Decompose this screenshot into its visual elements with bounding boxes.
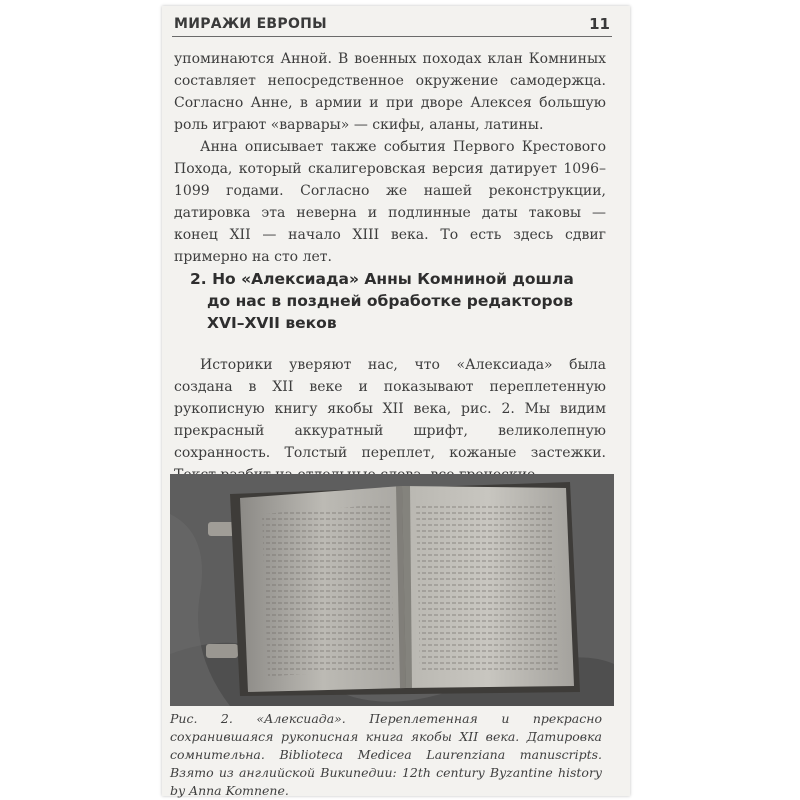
section-heading xyxy=(190,268,600,334)
paragraph: Историки уверяют нас, что «Алексиада» была создана в XII веке и показывают переплетенную рукописную книгу якобы XII века, рис. 2. Мы видим прекрасный аккуратный шрифт, великолепную сохранность. Толстый переплет, кожаные застежки. xyxy=(174,357,606,461)
running-header-title: МИРАЖИ ЕВРОПЫ xyxy=(174,16,327,32)
figure-caption: Рис. 2. «Алексиада». Переплетенная и прекрасно сохранившаяся рукописная книга якобы XII века. Датировка сомнительна. Biblioteca Medicea Laurenziana manuscripts. Взято из английской Википедии: 12th century Byzantine history by Anna Komnene. xyxy=(170,711,602,798)
manuscript-photo xyxy=(170,474,614,706)
section-heading-line-2: до нас в поздней обработке редакторов XVI–XVII веков xyxy=(207,292,574,332)
running-header xyxy=(172,12,612,37)
paragraph: Анна описывает также события Первого Крестового Похода, который скалигеровская версия датирует 1096–1099 годами. Согласно же нашей реконструкции, датировка эта неверна и подлинные даты таковы — конец XII — начало XIII века. То есть здесь сдвиг примерно на сто лет. xyxy=(174,139,606,265)
page-number: 11 xyxy=(589,15,610,33)
open-manuscript-image xyxy=(170,474,614,706)
book-page xyxy=(162,6,630,796)
paragraph: упоминаются Анной. В военных походах клан Комниных составляет непосредственное окружение самодержца. Согласно Анне, в армии и при дворе Алексея большую роль играют «варвары» — скифы, аланы, латины. xyxy=(174,51,606,133)
section-heading-line-1: 2. Но «Алексиада» Анны Комниной дошла xyxy=(190,270,574,288)
body-text-top xyxy=(174,48,606,268)
body-text-bottom xyxy=(174,354,606,486)
